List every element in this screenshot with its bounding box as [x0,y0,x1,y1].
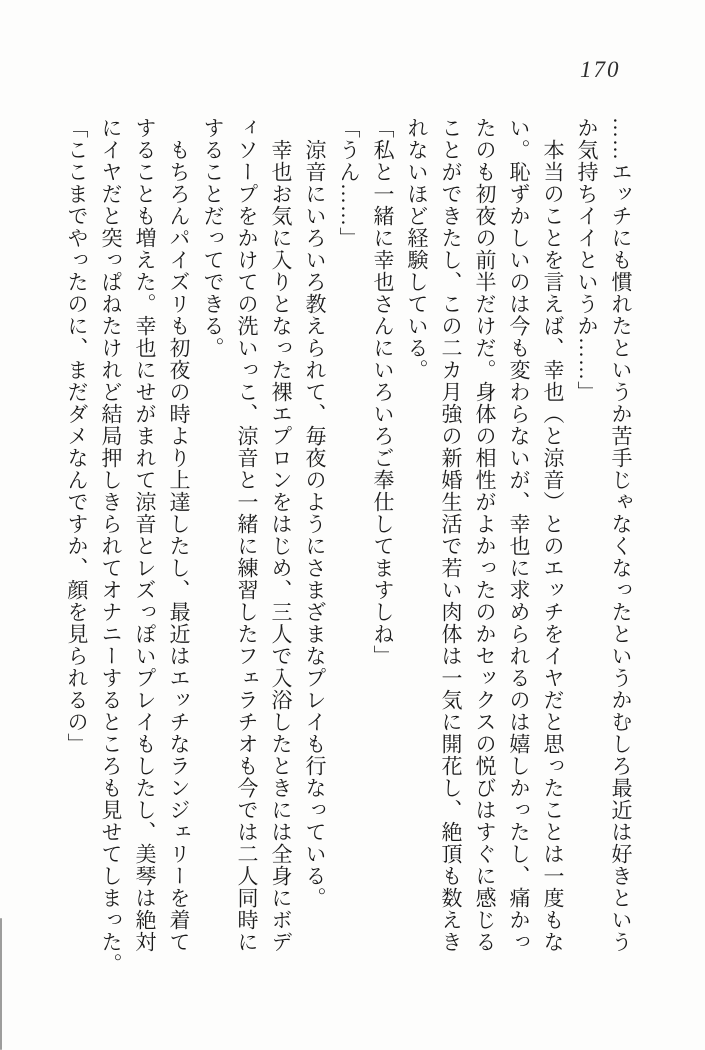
text-line: もちろんパイズリも初夜の時より上達したし、最近はエッチなランジェリーを着て [167,139,191,953]
text-line: か気持ちイイというか……」 [575,117,599,403]
text-line: ことができたし、この二カ月強の新婚生活で若い肉体は一気に開花し、絶頂も数えき [439,117,463,953]
text-line: 本当のことを言えば、幸也（と涼音）とのエッチをイヤだと思ったことは一度もな [541,139,565,953]
text-line: 涼音にいろいろ教えられて、毎夜のようにさまざまなプレイも行なっている。 [303,139,327,909]
text-line: ……エッチにも慣れたというか苦手じゃなくなったというかむしろ最近は好きという [609,117,633,953]
text-line: することだってできる。 [201,117,225,359]
page-number: 170 [580,57,621,82]
scan-edge-artifact [0,918,2,1050]
vertical-text-block [60,117,638,1022]
text-line: することも増えた。幸也にせがまれて涼音とレズっぽいプレイもしたし、美琴は絶対 [133,117,157,953]
text-line: 「私と一緒に幸也さんにいろいろご奉仕してますしね」 [371,117,395,667]
text-line: 「うん……」 [337,117,361,249]
text-line: にイヤだと突っぱねたけれど結局押しきられてオナニーするところも見せてしまった。 [99,117,123,975]
text-line: ィソープをかけての洗いっこ、涼音と一緒に練習したフェラチオも今では二人同時に [235,117,259,953]
text-line: い。恥ずかしいのは今も変わらないが、幸也に求められるのは嬉しかったし、痛かっ [507,117,531,953]
text-line: 幸也お気に入りとなった裸エプロンをはじめ、三人で入浴したときには全身にボデ [269,139,293,953]
text-line: たのも初夜の前半だけだ。身体の相性がよかったのかセックスの悦びはすぐに感じる [473,117,497,953]
text-line: れないほど経験している。 [405,117,429,381]
text-line: 「ここまでやったのに、まだダメなんですか、顔を見られるの」 [65,117,89,755]
